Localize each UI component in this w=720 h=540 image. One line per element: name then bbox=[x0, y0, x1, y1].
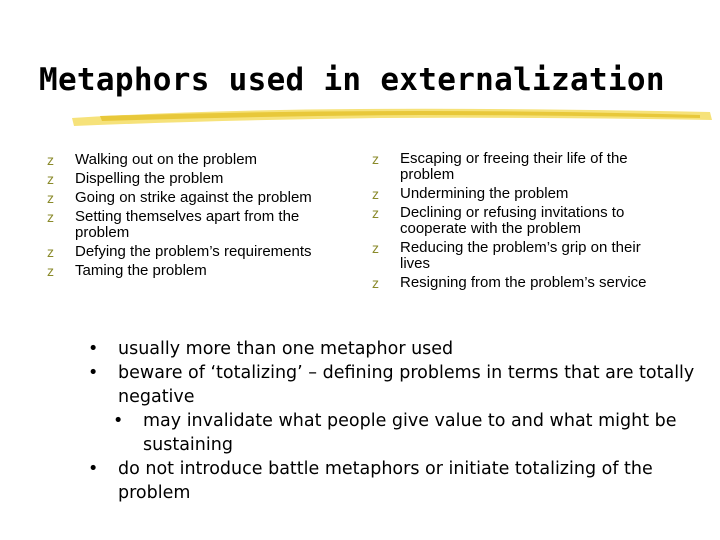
z-bullet-icon: z bbox=[372, 205, 379, 221]
dot-bullet-icon: • bbox=[88, 339, 99, 359]
list-item: z Declining or refusing invitations to cooperate with the problem bbox=[372, 204, 625, 237]
dot-bullet-icon: • bbox=[113, 411, 124, 431]
guidance-notes-list bbox=[88, 337, 708, 505]
list-item: z Resigning from the problem’s service bbox=[372, 274, 647, 291]
note-item: • do not introduce battle metaphors or initiate totalizing of the problem bbox=[88, 459, 653, 503]
title-underline-brushstroke bbox=[0, 96, 720, 136]
list-item: z Reducing the problem’s grip on their lives bbox=[372, 239, 641, 272]
z-bullet-icon: z bbox=[372, 240, 379, 256]
list-item: z Going on strike against the problem bbox=[47, 189, 312, 206]
note-item: • beware of ‘totalizing’ – defining problems in terms that are totally negative bbox=[88, 363, 695, 407]
list-item: z Defying the problem’s requirements bbox=[47, 243, 312, 260]
list-item: z Dispelling the problem bbox=[47, 170, 224, 187]
right-metaphor-list bbox=[372, 151, 672, 294]
slide-title: Metaphors used in externalization bbox=[39, 62, 665, 98]
note-item: • usually more than one metaphor used bbox=[88, 339, 454, 359]
dot-bullet-icon: • bbox=[88, 363, 99, 383]
z-bullet-icon: z bbox=[47, 263, 54, 279]
list-item: z Walking out on the problem bbox=[47, 151, 258, 168]
list-item: z Setting themselves apart from the problem bbox=[47, 208, 300, 241]
z-bullet-icon: z bbox=[47, 152, 54, 168]
note-subitem: • may invalidate what people give value to and what might be sustaining bbox=[113, 411, 677, 455]
z-bullet-icon: z bbox=[372, 275, 379, 291]
dot-bullet-icon: • bbox=[88, 459, 99, 479]
z-bullet-icon: z bbox=[47, 190, 54, 206]
z-bullet-icon: z bbox=[372, 186, 379, 202]
z-bullet-icon: z bbox=[47, 171, 54, 187]
z-bullet-icon: z bbox=[47, 244, 54, 260]
list-item: z Undermining the problem bbox=[372, 185, 569, 202]
z-bullet-icon: z bbox=[372, 151, 379, 167]
z-bullet-icon: z bbox=[47, 209, 54, 225]
left-metaphor-list bbox=[47, 152, 347, 282]
list-item: z Escaping or freeing their life of the problem bbox=[372, 150, 628, 183]
list-item: z Taming the problem bbox=[47, 262, 207, 279]
